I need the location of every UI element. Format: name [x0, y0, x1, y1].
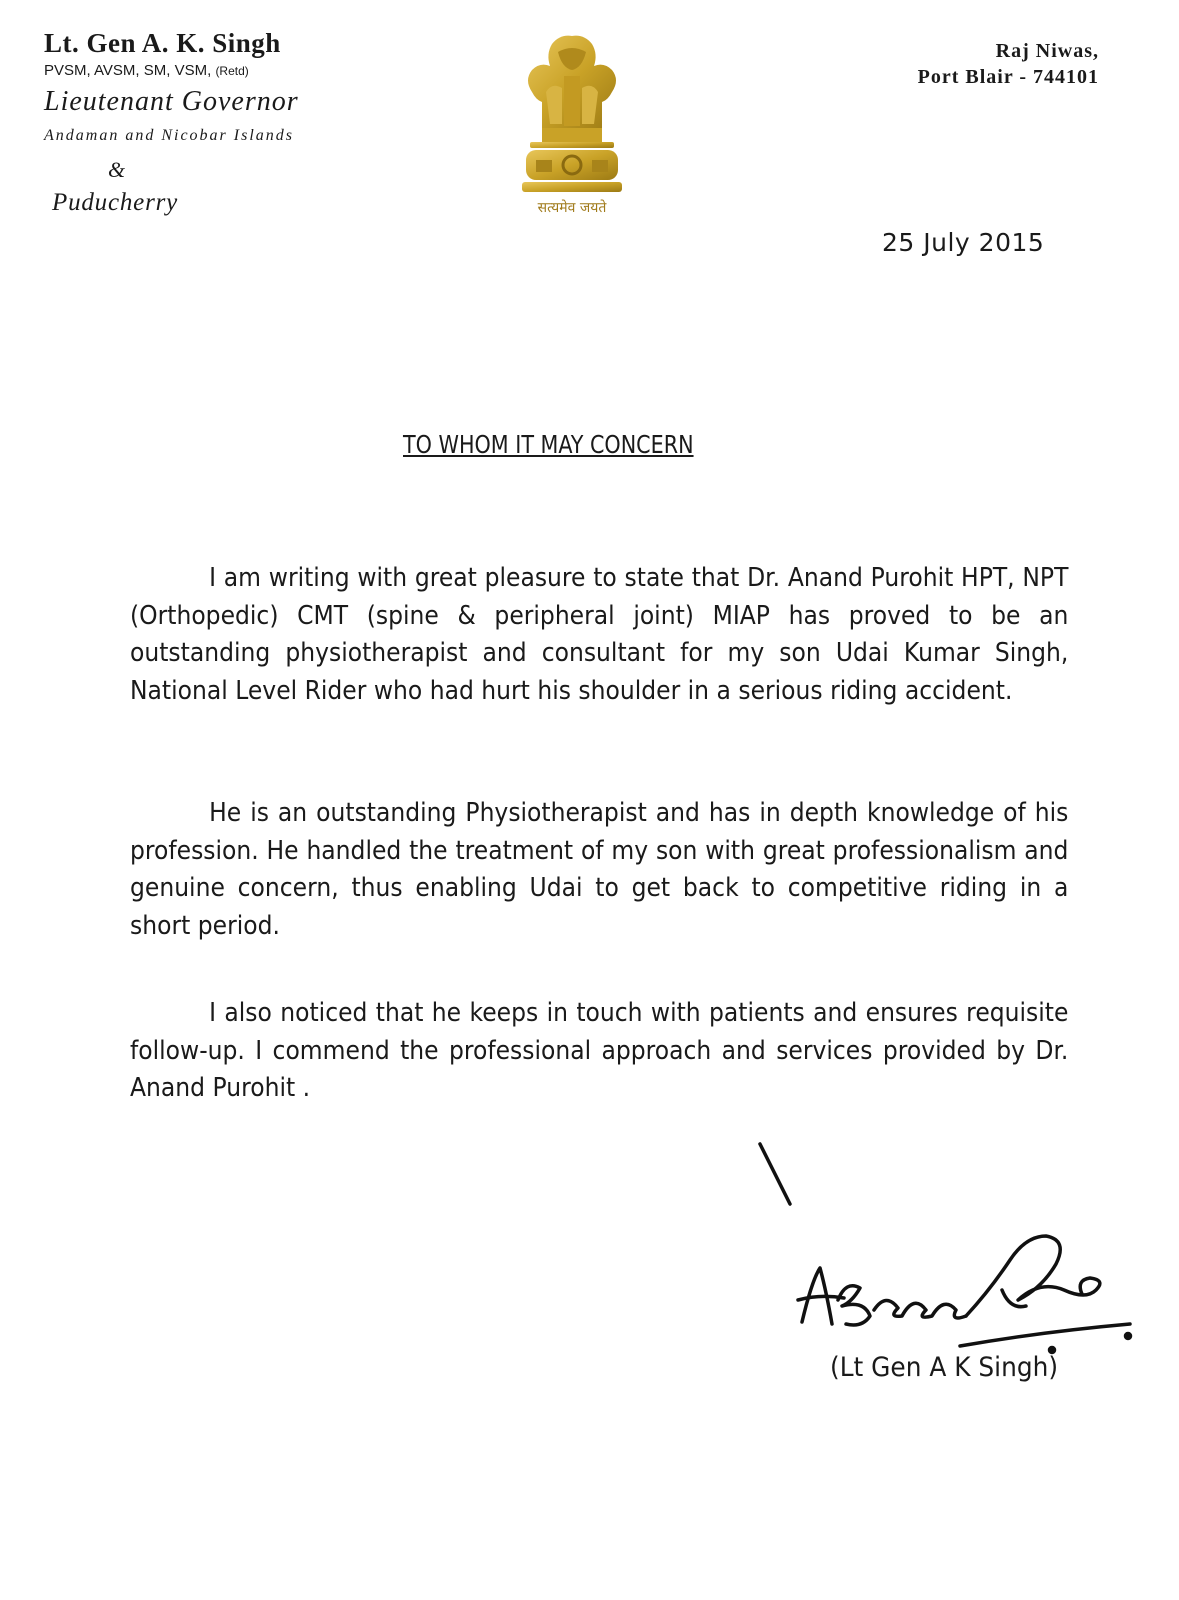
emblem-motto: सत्यमेव जयते — [537, 200, 607, 216]
signature-stroke — [752, 1140, 802, 1210]
body-paragraph-1: I am writing with great pleasure to state that Dr. Anand Purohit HPT, NPT (Orthopedic) CMT (spine & peripheral joint) MIAP has proved to be an outstanding physiotherapist and consultant for my son Udai Kumar Singh, National Level Rider who had hurt his shoulder in a serious riding accident. — [130, 563, 1069, 706]
national-emblem-icon — [512, 32, 632, 222]
signatory-name: (Lt Gen A K Singh) — [830, 1352, 1059, 1383]
sender-title-line3: Puducherry — [52, 189, 179, 216]
decorations-text: PVSM, AVSM, SM, VSM, — [44, 62, 212, 79]
body-paragraph-2: He is an outstanding Physiotherapist and has in depth knowledge of his profession. He handled the treatment of my son with great professionalism and genuine concern, thus enabling Udai to get back to competitive riding in a short period. — [130, 798, 1069, 941]
sender-title-line2: Andaman and Nicobar Islands — [44, 127, 294, 144]
sender-title-line1: Lieutenant Governor — [44, 86, 299, 117]
body-paragraph-3: I also noticed that he keeps in touch with patients and ensures requisite follow-up. I commend the professional approach and services provided by Dr. Anand Purohit . — [130, 998, 1069, 1103]
sender-decorations — [44, 62, 249, 79]
address-line1: Raj Niwas, — [995, 40, 1099, 62]
retd-text: (Retd) — [215, 64, 249, 78]
handwritten-signature — [790, 1140, 1150, 1380]
address-line2: Port Blair - 744101 — [917, 66, 1099, 88]
sender-name: Lt. Gen A. K. Singh — [44, 28, 281, 58]
ampersand: & — [108, 157, 126, 182]
letter-date: 25 July 2015 — [882, 228, 1045, 257]
letter-subject: TO WHOM IT MAY CONCERN — [403, 430, 694, 459]
